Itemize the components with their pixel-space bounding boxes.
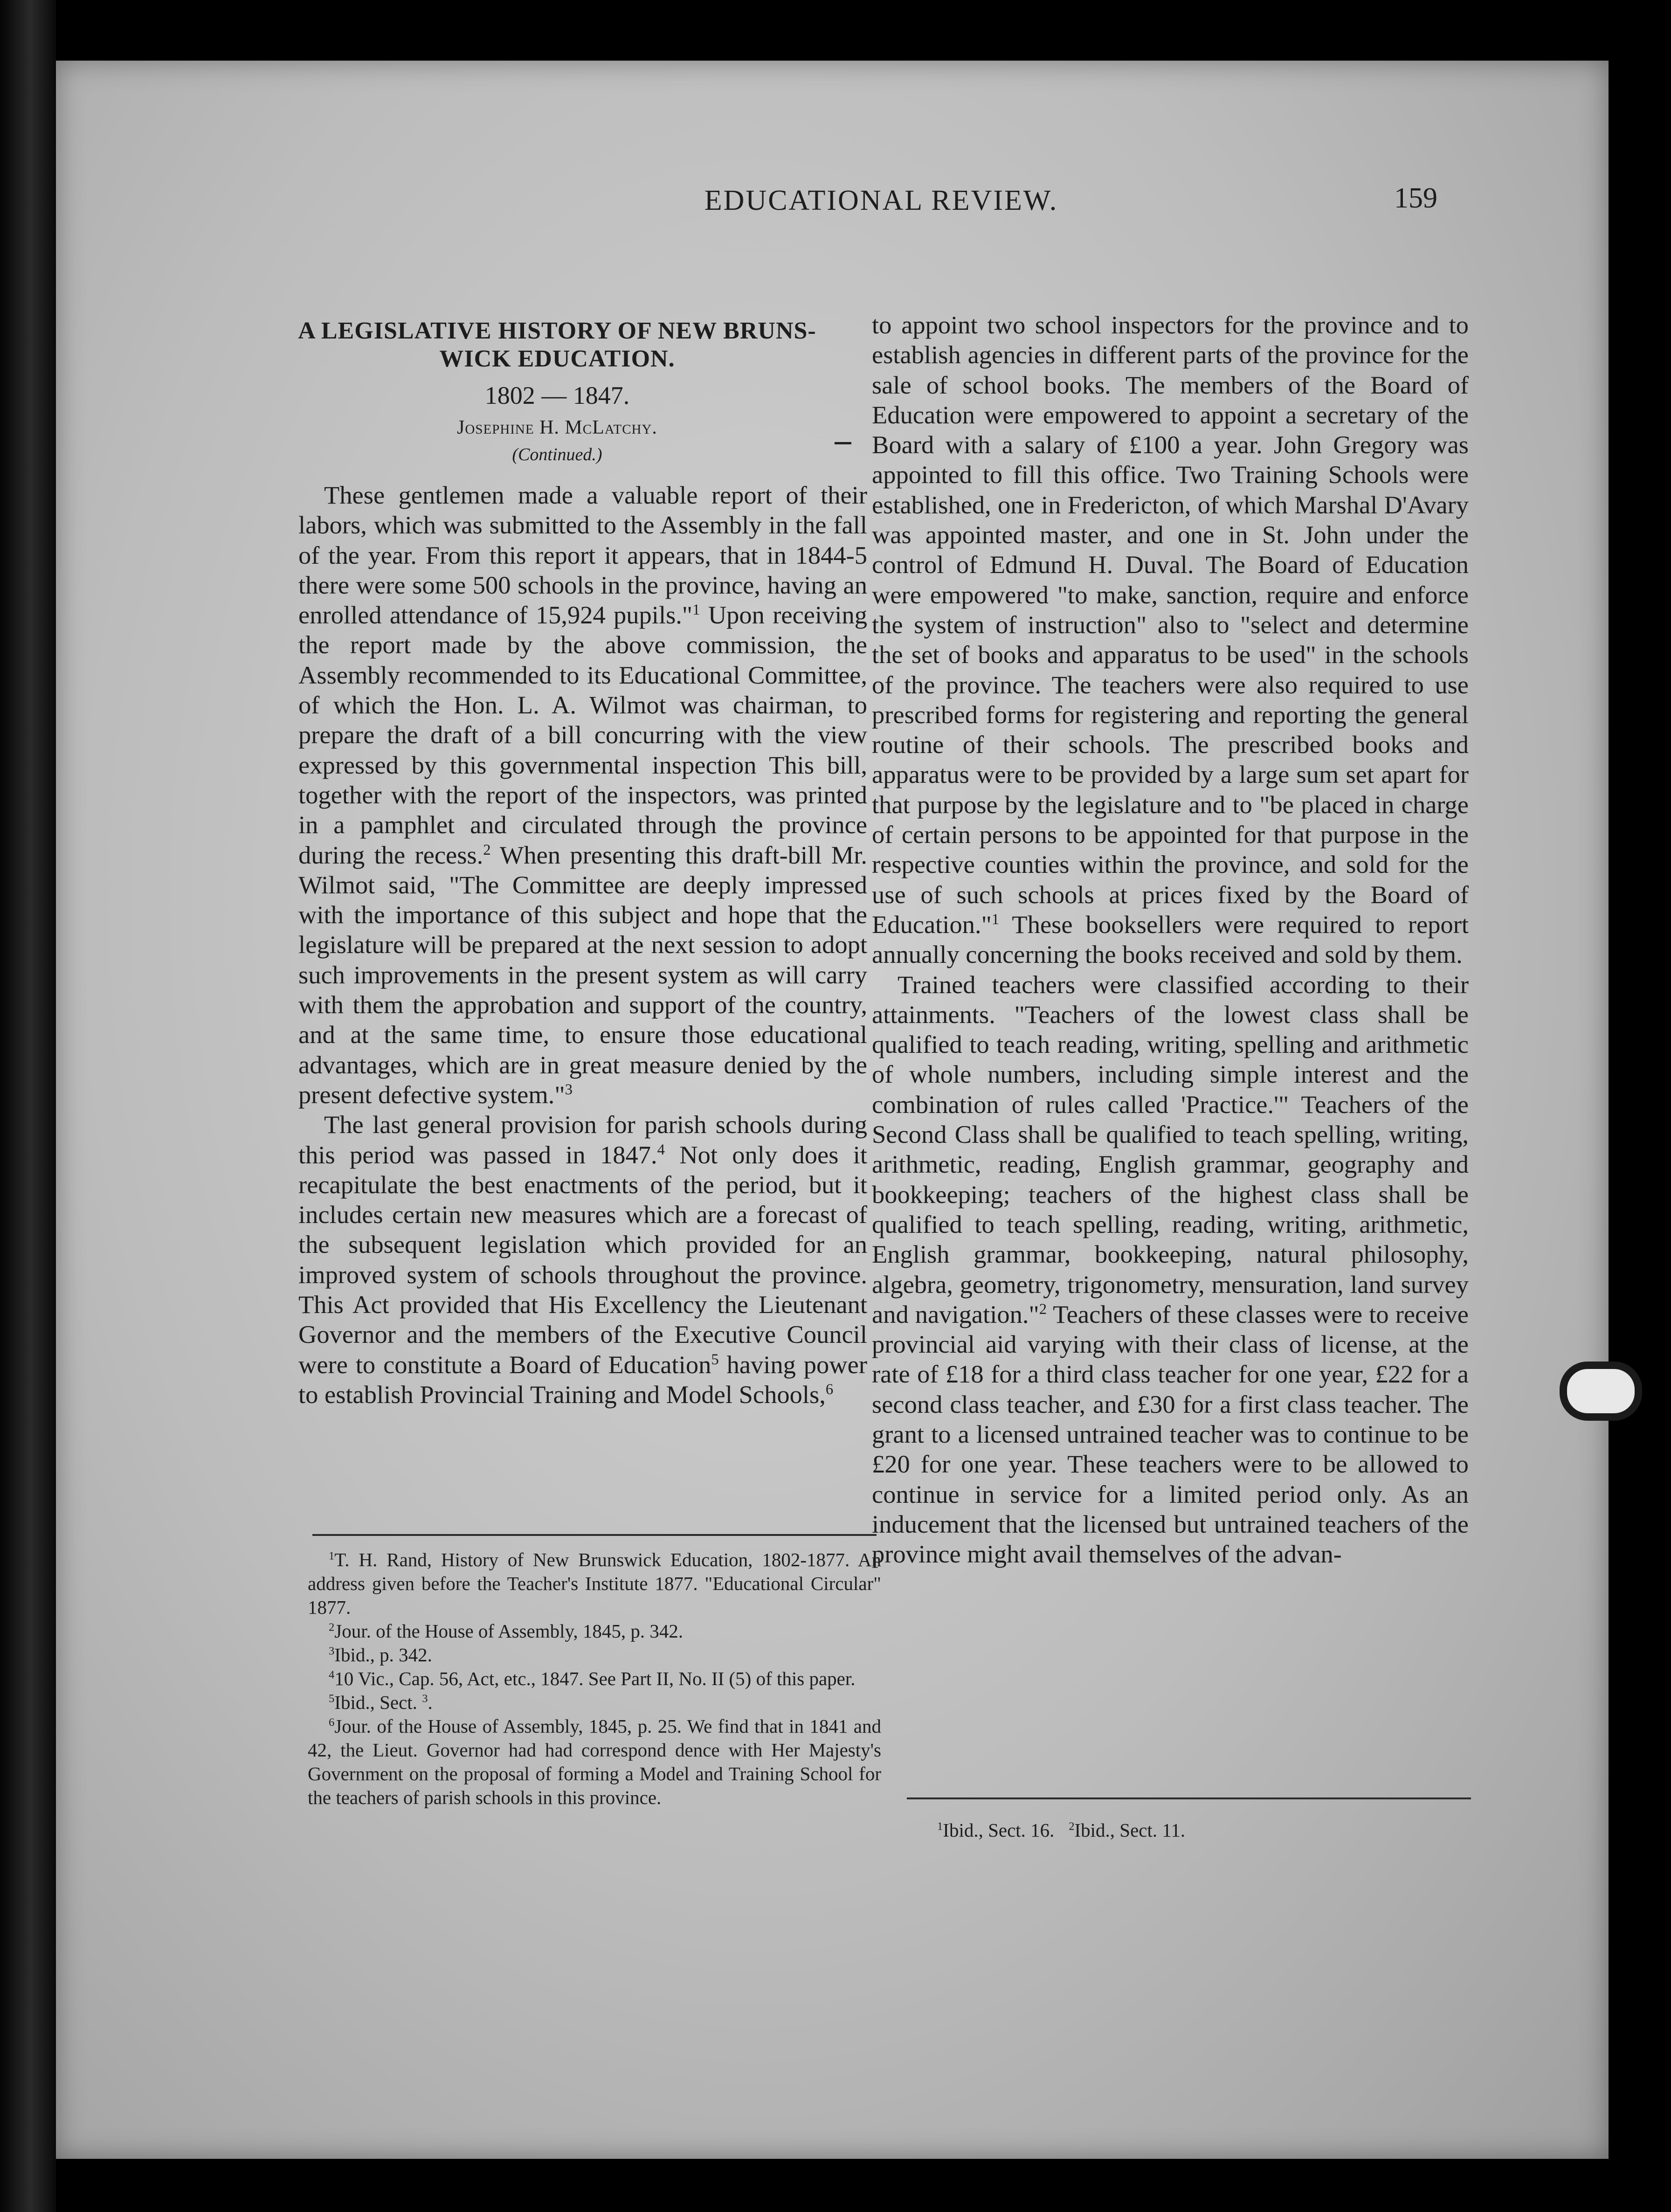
article-continued: (Continued.) <box>512 445 602 464</box>
text-run: Not only does it recapitulate the best enactments of the period, but it includes certain new measures which are a forecast of the subsequent legislation which provided for an improved system of schools throughout the province. This Act provided that His Excellency the Lieutenant Governor and the members of the Executive Council were to constitute a Board of Education <box>298 1140 867 1379</box>
text-run: These gentlemen made a valuable report of their labors, which was submitted to the Assembly in the fall of the year. From this report it appears, that in 1844-5 there were some 500 schools in the province, having an enrolled attendance of 15,924 pupils." <box>298 481 867 629</box>
footnote-mark: 4 <box>329 1668 335 1681</box>
footnote-text: Ibid., Sect. 11. <box>1074 1819 1186 1841</box>
text-run: Teachers of these classes were to receive provincial aid varying with their class of license, at the rate of £18 for a third class teacher for one year, £22 for a second class teacher, and £30 for a first class teacher. The grant to a licensed untrained teacher was to continue to be £20 for one year. These teachers were to be allowed to continue in service for a limited period only. As an inducement that the licensed but untrained teachers of the province might avail themselves of the advan- <box>872 1300 1469 1569</box>
footnote-rule-right <box>907 1797 1471 1799</box>
footnote-text: 10 Vic., Cap. 56, Act, etc., 1847. See Part II, No. II (5) of this paper. <box>334 1668 856 1689</box>
footnote-mark: 5 <box>329 1692 335 1705</box>
footnote-mark: 1 <box>329 1549 335 1562</box>
footnotes-left <box>308 1548 881 1810</box>
left-column <box>298 480 867 1410</box>
footnote-text: T. H. Rand, History of New Brunswick Education, 1802-1877. An address given before the Teacher's Institute 1877. "Educational Circular" 1877. <box>308 1549 881 1618</box>
footnote-text: Jour. of the House of Assembly, 1845, p. 342. <box>334 1620 684 1642</box>
text-run: The last general provision for parish schools during this period was passed in 1847. <box>298 1110 867 1169</box>
footnote-ref: 6 <box>825 1381 834 1398</box>
footnote-1 <box>308 1548 881 1619</box>
footnote-ref: 1 <box>692 601 700 619</box>
footnote-inline-sup: 3 <box>422 1692 428 1705</box>
footnote-mark: 2 <box>329 1621 335 1634</box>
right-paragraph-2 <box>872 970 1469 1569</box>
article-title: A LEGISLATIVE HISTORY OF NEW BRUNS- WICK EDUCATION. <box>298 318 816 372</box>
text-run: Upon receiving the report made by the above commission, the Assembly recommended to its Educational Committee, of which the Hon. L. A. Wilmot was chairman, to prepare the draft of a bill concurring with the view expressed by this governmental inspection This bill, together with the report of the inspectors, was printed in a pamphlet and circulated through the province during the recess. <box>298 601 867 869</box>
binder-clip <box>1560 1362 1642 1421</box>
footnote-ref: 2 <box>483 841 491 858</box>
footnote-ref: 5 <box>711 1351 719 1368</box>
left-paragraph-1 <box>298 480 867 1110</box>
footnote-ref: 1 <box>991 911 1000 928</box>
footnote-ref: 2 <box>1039 1300 1047 1318</box>
footnote-2 <box>308 1619 881 1643</box>
text-run: When presenting this draft-bill Mr. Wilmot said, "The Committee are deeply impressed with the importance of this subject and hope that the legislature will be prepared at the next session to adopt such improvements in the present system as will carry with them the approbation and support of the country, and at the same time, to ensure those educational advantages, which are in great measure denied by the present defective system." <box>298 840 867 1109</box>
footnote-text: . <box>428 1692 433 1713</box>
footnote-ref: 3 <box>565 1081 573 1098</box>
running-head: EDUCATIONAL REVIEW. <box>704 185 1058 216</box>
left-paragraph-2 <box>298 1110 867 1410</box>
footnote-mark: 2 <box>1069 1820 1075 1833</box>
footnote-text: Jour. of the House of Assembly, 1845, p. 25. We find that in 1841 and 42, the Lieut. Governor had had correspond dence with Her Majesty's Government on the proposal of forming a Model and Training School for the teachers of parish schools in this province. <box>308 1715 881 1808</box>
text-run: having power to establish Provincial Training and Model Schools, <box>298 1350 868 1409</box>
footnote-mark: 6 <box>329 1716 335 1729</box>
article-years: 1802 — 1847. <box>484 381 630 409</box>
footnote-mark: 3 <box>329 1645 335 1658</box>
right-paragraph-1 <box>872 310 1469 970</box>
footnote-3 <box>308 1643 881 1667</box>
footnote-text: Ibid., Sect. <box>334 1692 422 1713</box>
footnote-rule-left <box>312 1534 877 1536</box>
text-run: to appoint two school inspectors for the province and to establish agencies in different parts of the province for the sale of school books. The members of the Board of Education were empowered to appoint a secretary of the Board with a salary of £100 a year. John Gregory was appointed to fill this office. Two Training Schools were established, one in Fredericton, of which Marshal D'Avary was appointed master, and one in St. John under the control of Edmund H. Duval. The Board of Education were empowered "to make, sanction, require and enforce the system of instruction" also to "select and determine the set of books and apparatus to be used" in the schools of the province. The teachers were also required to use prescribed forms for registering and reporting the general routine of their schools. The prescribed books and apparatus were to be provided by a large sum set apart for that purpose by the legislature and to "be placed in charge of certain persons to be appointed for that purpose in the respective counties within the province, and sold for the use of such schools at prices fixed by the Board of Education." <box>872 311 1469 939</box>
footnote-text: Ibid., Sect. 16. <box>943 1819 1055 1841</box>
footnote-5 <box>308 1691 881 1714</box>
footnotes-right <box>937 1818 1450 1842</box>
decorative-dash <box>835 442 851 444</box>
footnote-4 <box>308 1667 881 1691</box>
footnote-text: Ibid., p. 342. <box>334 1644 432 1666</box>
binding-edge <box>0 0 56 2212</box>
footnote-6 <box>308 1714 881 1810</box>
text-run: These booksellers were required to report annually concerning the books received and sold by them. <box>872 910 1469 969</box>
text-run: Trained teachers were classified according to their attainments. "Teachers of the lowest class shall be qualified to teach reading, writing, spelling and arithmetic of whole numbers, including simple interest and the combination of rules called 'Practice.'" Teachers of the Second Class shall be qualified to teach spelling, writing, arithmetic, reading, English grammar, geography and bookkeeping; teachers of the highest class shall be qualified to teach spelling, reading, writing, arithmetic, English grammar, bookkeeping, natural philosophy, algebra, geometry, trigonometry, mensuration, land survey and navigation." <box>872 970 1469 1328</box>
right-column <box>872 310 1469 1569</box>
page-number: 159 <box>1394 182 1437 214</box>
footnote-mark: 1 <box>937 1820 943 1833</box>
footnote-ref: 4 <box>657 1141 665 1158</box>
article-author: Josephine H. McLatchy. <box>457 417 657 438</box>
